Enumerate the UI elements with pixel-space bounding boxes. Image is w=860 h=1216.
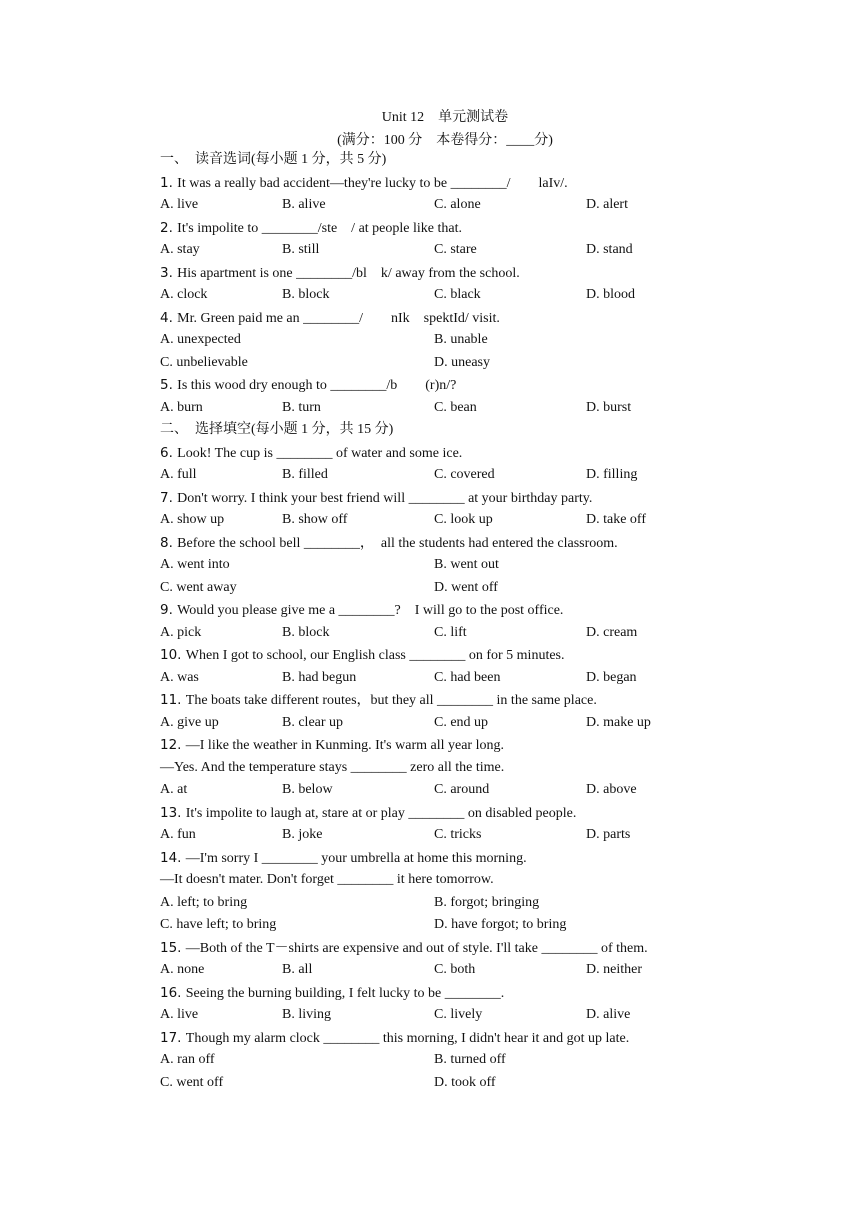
answer-option[interactable]: C. black: [434, 287, 481, 302]
page-subtitle: (满分：100 分 本卷得分：____分): [337, 133, 553, 148]
question-line: [160, 309, 500, 328]
answer-option[interactable]: D. filling: [586, 467, 638, 482]
question-text: Would you please give me a ________? I will go to the post office.: [177, 603, 564, 618]
answer-option[interactable]: C. end up: [434, 714, 489, 730]
question-text: When I got to school, our English class ________ on for 5 minutes.: [185, 648, 565, 663]
question-line: [160, 174, 568, 193]
question-text: Though my alarm clock ________ this morning, I didn't hear it and got up late.: [185, 1030, 630, 1046]
answer-option[interactable]: C. around: [434, 782, 490, 797]
question-text: The boats take different routes，but they all ________ in the same place.: [185, 693, 597, 708]
question-number: 1.: [160, 174, 178, 191]
question-line: [160, 984, 504, 1003]
answer-option[interactable]: A. give up: [160, 714, 219, 730]
answer-option[interactable]: B. block: [282, 624, 330, 640]
answer-option[interactable]: A. fun: [160, 827, 196, 842]
answer-option[interactable]: B. forgot; bringing: [434, 894, 540, 910]
question-line: [160, 939, 648, 958]
question-text: Look! The cup is ________ of water and some ice.: [177, 445, 463, 461]
question-text: —Yes. And the temperature stays ________ zero all the time.: [160, 759, 505, 775]
answer-option[interactable]: B. turned off: [434, 1052, 506, 1067]
answer-option[interactable]: D. alert: [586, 197, 628, 212]
question-text: Is this wood dry enough to ________/b (r)n/?: [177, 378, 457, 393]
answer-option[interactable]: B. had begun: [282, 669, 357, 685]
answer-option[interactable]: B. joke: [282, 827, 323, 842]
answer-option[interactable]: C. lift: [434, 624, 467, 640]
question-text: —It doesn't mater. Don't forget ________ it here tomorrow.: [160, 872, 494, 887]
answer-option[interactable]: D. cream: [586, 624, 638, 640]
question-line: [160, 871, 494, 889]
question-line: [160, 736, 504, 755]
question-number: 12.: [160, 737, 186, 753]
answer-option[interactable]: B. all: [282, 962, 313, 977]
answer-option[interactable]: C. stare: [434, 242, 477, 257]
question-line: [160, 219, 462, 238]
answer-option[interactable]: A. clock: [160, 287, 208, 302]
answer-option[interactable]: C. tricks: [434, 827, 482, 842]
question-text: —Both of the T－shirts are expensive and out of style. I'll take ________ of them.: [185, 940, 648, 956]
question-text: It's impolite to laugh at, stare at or play ________ on disabled people.: [185, 805, 577, 821]
answer-option[interactable]: B. living: [282, 1007, 332, 1022]
question-text: His apartment is one ________/bl k/ away from the school.: [177, 265, 520, 281]
answer-option[interactable]: A. show up: [160, 512, 225, 527]
answer-option[interactable]: A. was: [160, 669, 199, 685]
answer-option[interactable]: D. alive: [586, 1007, 631, 1022]
question-line: [160, 534, 618, 553]
answer-option[interactable]: C. have left; to bring: [160, 917, 277, 932]
answer-option[interactable]: D. stand: [586, 242, 633, 257]
answer-option[interactable]: B. still: [282, 242, 320, 257]
answer-option[interactable]: A. full: [160, 467, 197, 482]
answer-option[interactable]: A. at: [160, 782, 188, 797]
answer-option[interactable]: A. live: [160, 1007, 199, 1022]
answer-option[interactable]: D. took off: [434, 1074, 496, 1090]
answer-option[interactable]: C. bean: [434, 399, 477, 415]
answer-option[interactable]: D. went off: [434, 579, 498, 595]
question-text: It was a really bad accident—they're lucky to be ________/ laIv/.: [177, 175, 568, 191]
question-number: 6.: [160, 444, 178, 461]
question-number: 4.: [160, 309, 178, 326]
answer-option[interactable]: A. none: [160, 962, 205, 977]
answer-option[interactable]: D. take off: [586, 512, 646, 527]
answer-option[interactable]: D. uneasy: [434, 354, 490, 370]
answer-option[interactable]: B. filled: [282, 467, 328, 482]
question-text: —I like the weather in Kunming. It's warm all year long.: [185, 738, 504, 753]
question-number: 16.: [160, 984, 186, 1001]
question-text: Mr. Green paid me an ________/ nIk spektId/ visit.: [177, 310, 500, 326]
answer-option[interactable]: D. burst: [586, 399, 632, 415]
question-text: It's impolite to ________/ste / at people like that.: [177, 220, 462, 236]
question-number: 17.: [160, 1029, 186, 1046]
answer-option[interactable]: C. covered: [434, 467, 495, 482]
answer-option[interactable]: A. stay: [160, 242, 200, 257]
question-number: 13.: [160, 804, 186, 821]
answer-option[interactable]: B. show off: [282, 512, 348, 527]
answer-option[interactable]: A. went into: [160, 557, 230, 572]
section-heading: 一、 读音选词(每小题 1 分，共 5 分): [160, 152, 387, 167]
question-line: [160, 849, 527, 868]
question-number: 7.: [160, 489, 178, 506]
question-number: 14.: [160, 849, 186, 866]
question-number: 2.: [160, 219, 178, 236]
question-line: [160, 1029, 629, 1048]
question-number: 10.: [160, 647, 186, 663]
question-line: [160, 264, 520, 283]
answer-option[interactable]: B. alive: [282, 197, 326, 212]
question-number: 15.: [160, 939, 186, 956]
question-line: [160, 804, 576, 823]
answer-option[interactable]: C. had been: [434, 669, 501, 685]
answer-option[interactable]: C. went off: [160, 1074, 224, 1090]
question-text: Don't worry. I think your best friend will ________ at your birthday party.: [177, 490, 593, 506]
answer-option[interactable]: A. ran off: [160, 1052, 215, 1067]
answer-option[interactable]: D. blood: [586, 287, 635, 302]
question-number: 3.: [160, 264, 178, 281]
answer-option[interactable]: A. left; to bring: [160, 894, 248, 910]
answer-option[interactable]: B. went out: [434, 557, 499, 572]
answer-option[interactable]: C. went away: [160, 579, 237, 595]
answer-option[interactable]: C. alone: [434, 197, 481, 212]
question-line: [160, 601, 563, 620]
answer-option[interactable]: D. make up: [586, 714, 651, 730]
answer-option[interactable]: B. turn: [282, 399, 321, 415]
question-number: 11.: [160, 692, 186, 708]
page-title: Unit 12 单元测试卷: [381, 110, 509, 125]
question-line: [160, 489, 592, 508]
question-text: —I'm sorry I ________ your umbrella at home this morning.: [185, 850, 527, 866]
answer-option[interactable]: D. neither: [586, 962, 642, 977]
question-text: Before the school bell ________， all the students had entered the classroom.: [177, 535, 618, 551]
answer-option[interactable]: D. have forgot; to bring: [434, 917, 567, 932]
answer-option[interactable]: A. unexpected: [160, 332, 241, 347]
answer-option[interactable]: B. block: [282, 287, 330, 302]
question-line: [160, 646, 565, 665]
answer-option[interactable]: A. live: [160, 197, 199, 212]
question-number: 9.: [160, 602, 178, 618]
question-line: [160, 691, 597, 710]
question-line: [160, 376, 456, 395]
answer-option[interactable]: C. unbelievable: [160, 354, 248, 370]
answer-option[interactable]: B. below: [282, 782, 333, 797]
answer-option[interactable]: C. look up: [434, 512, 493, 527]
answer-option[interactable]: B. clear up: [282, 714, 344, 730]
section-heading: 二、 选择填空(每小题 1 分，共 15 分): [160, 422, 394, 437]
answer-option[interactable]: C. both: [434, 962, 476, 977]
answer-option[interactable]: D. parts: [586, 827, 631, 842]
answer-option[interactable]: D. above: [586, 782, 637, 797]
answer-option[interactable]: B. unable: [434, 332, 488, 347]
answer-option[interactable]: C. lively: [434, 1007, 483, 1022]
question-text: Seeing the burning building, I felt lucky to be ________.: [185, 985, 505, 1001]
answer-option[interactable]: D. began: [586, 669, 637, 685]
question-line: [160, 759, 504, 777]
question-line: [160, 444, 462, 463]
question-number: 8.: [160, 534, 178, 551]
question-number: 5.: [160, 377, 178, 393]
answer-option[interactable]: A. pick: [160, 624, 202, 640]
answer-option[interactable]: A. burn: [160, 399, 203, 415]
